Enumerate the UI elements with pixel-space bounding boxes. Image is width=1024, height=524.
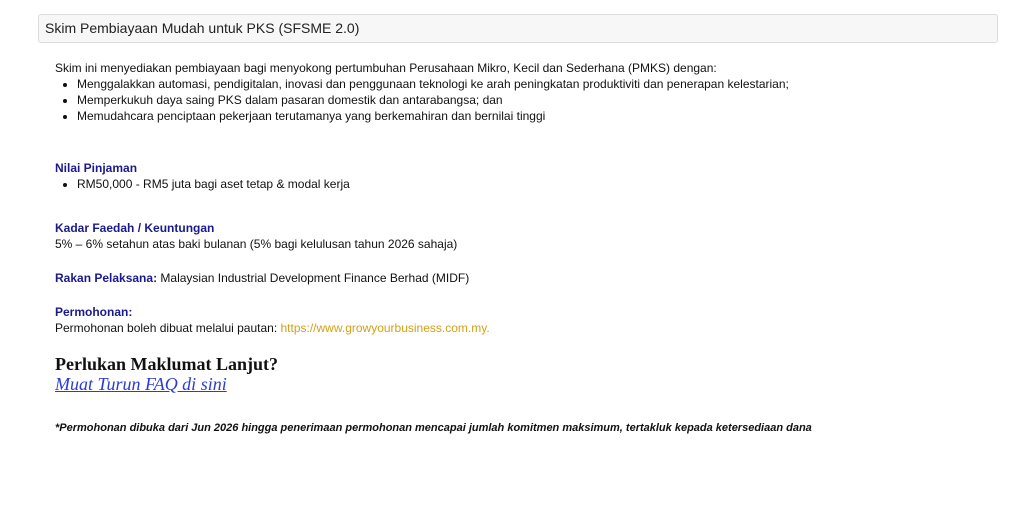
apply-title: Permohonan: xyxy=(55,305,133,319)
partner-label: Rakan Pelaksana: xyxy=(55,271,158,285)
panel-header[interactable] xyxy=(38,14,998,43)
more-info-heading: Perlukan Maklumat Lanjut? xyxy=(55,354,279,374)
partner-line xyxy=(55,270,1005,286)
rate-title: Kadar Faedah / Keuntungan xyxy=(55,221,215,235)
intro-text: Skim ini menyediakan pembiayaan bagi menyokong pertumbuhan Perusahaan Mikro, Kecil dan Sederhana (PMKS) dengan: xyxy=(55,61,717,75)
panel-body xyxy=(55,60,1005,436)
apply-text: Permohonan boleh dibuat melalui pautan: xyxy=(55,321,281,335)
apply-line xyxy=(55,320,1005,336)
rate-text: 5% – 6% setahun atas baki bulanan (5% bagi kelulusan tahun 2026 sahaja) xyxy=(55,237,458,251)
loan-list xyxy=(55,176,1005,192)
list-item: • Memudahcara penciptaan pekerjaan terutamanya yang berkemahiran dan bernilai tinggi xyxy=(77,108,1005,124)
list-item: • RM50,000 - RM5 juta bagi aset tetap & modal kerja xyxy=(77,176,1005,192)
faq-download-link[interactable]: Muat Turun FAQ di sini xyxy=(55,374,227,394)
list-item: • Memperkukuh daya saing PKS dalam pasaran domestik dan antarabangsa; dan xyxy=(77,92,1005,108)
apply-link[interactable]: https://www.growyourbusiness.com.my. xyxy=(280,321,490,335)
list-item: • Menggalakkan automasi, pendigitalan, inovasi dan penggunaan teknologi ke arah peningkatan produktiviti dan penerapan kelestarian; xyxy=(77,76,1005,92)
partner-text: Malaysian Industrial Development Finance Berhad (MIDF) xyxy=(157,271,470,285)
intro-list xyxy=(55,76,1005,124)
panel-title: Skim Pembiayaan Mudah untuk PKS (SFSME 2.0) xyxy=(45,20,360,36)
application-note: *Permohonan dibuka dari Jun 2026 hingga penerimaan permohonan mencapai jumlah komitmen maksimum, tertakluk kepada ketersediaan dana xyxy=(55,422,812,434)
loan-title: Nilai Pinjaman xyxy=(55,161,138,175)
